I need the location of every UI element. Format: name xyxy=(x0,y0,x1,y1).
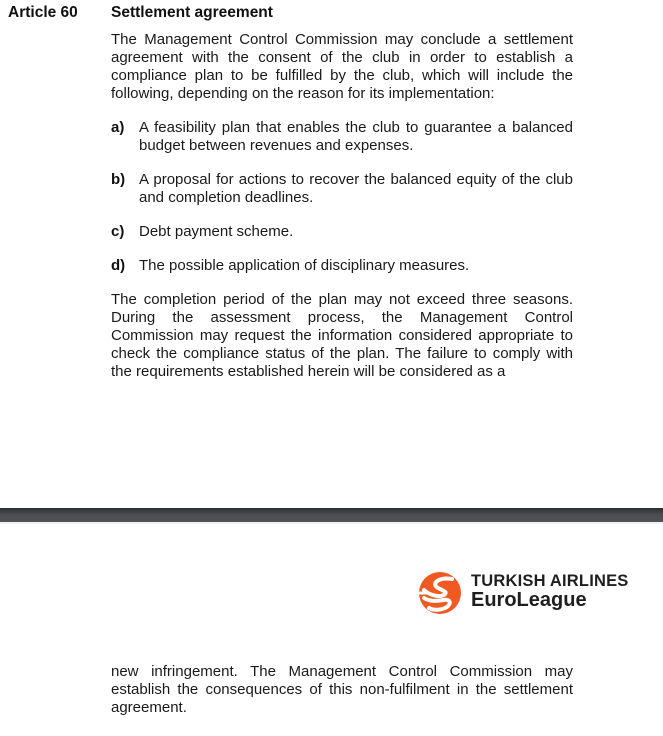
list-marker: b) xyxy=(111,171,126,188)
page-separator-shadow xyxy=(0,522,663,525)
list-marker: a) xyxy=(111,119,125,136)
euroleague-logo xyxy=(418,569,638,617)
list-item-text: The possible application of disciplinary measures. xyxy=(139,257,470,274)
logo-sponsor-text: TURKISH AIRLINES xyxy=(471,572,629,590)
article-title: Settlement agreement xyxy=(111,4,273,21)
list-item xyxy=(111,257,573,275)
logo-league-text: EuroLeague xyxy=(471,589,587,611)
list-item-text: A feasibility plan that enables the club to guarantee a balanced budget between revenues and expenses. xyxy=(139,119,573,154)
list-item xyxy=(111,223,573,241)
list-item xyxy=(111,119,573,155)
list-item xyxy=(111,171,573,207)
list-item-text: A proposal for actions to recover the balanced equity of the club and completion deadlines. xyxy=(139,171,573,206)
list-marker: c) xyxy=(111,223,125,240)
article-number: Article 60 xyxy=(8,4,78,21)
closing-paragraph: The completion period of the plan may not exceed three seasons. During the assessment process, the Management Control Commission may request the information considered appropriate to check the compliance status of the plan. The failure to comply with the requirements established herein will be considered as a xyxy=(111,291,573,380)
continuation-paragraph: new infringement. The Management Control Commission may establish the consequences of this non-fulfilment in the settlement agreement. xyxy=(111,663,573,716)
list-marker: d) xyxy=(111,257,126,274)
page-separator xyxy=(0,508,663,522)
euroleague-ball-icon xyxy=(418,571,462,615)
list-item-text: Debt payment scheme. xyxy=(139,223,294,240)
article-intro-paragraph: The Management Control Commission may conclude a settlement agreement with the consent of the club in order to establish a compliance plan to be fulfilled by the club, which will include the following, depending on the reason for its implementation: xyxy=(111,31,573,102)
